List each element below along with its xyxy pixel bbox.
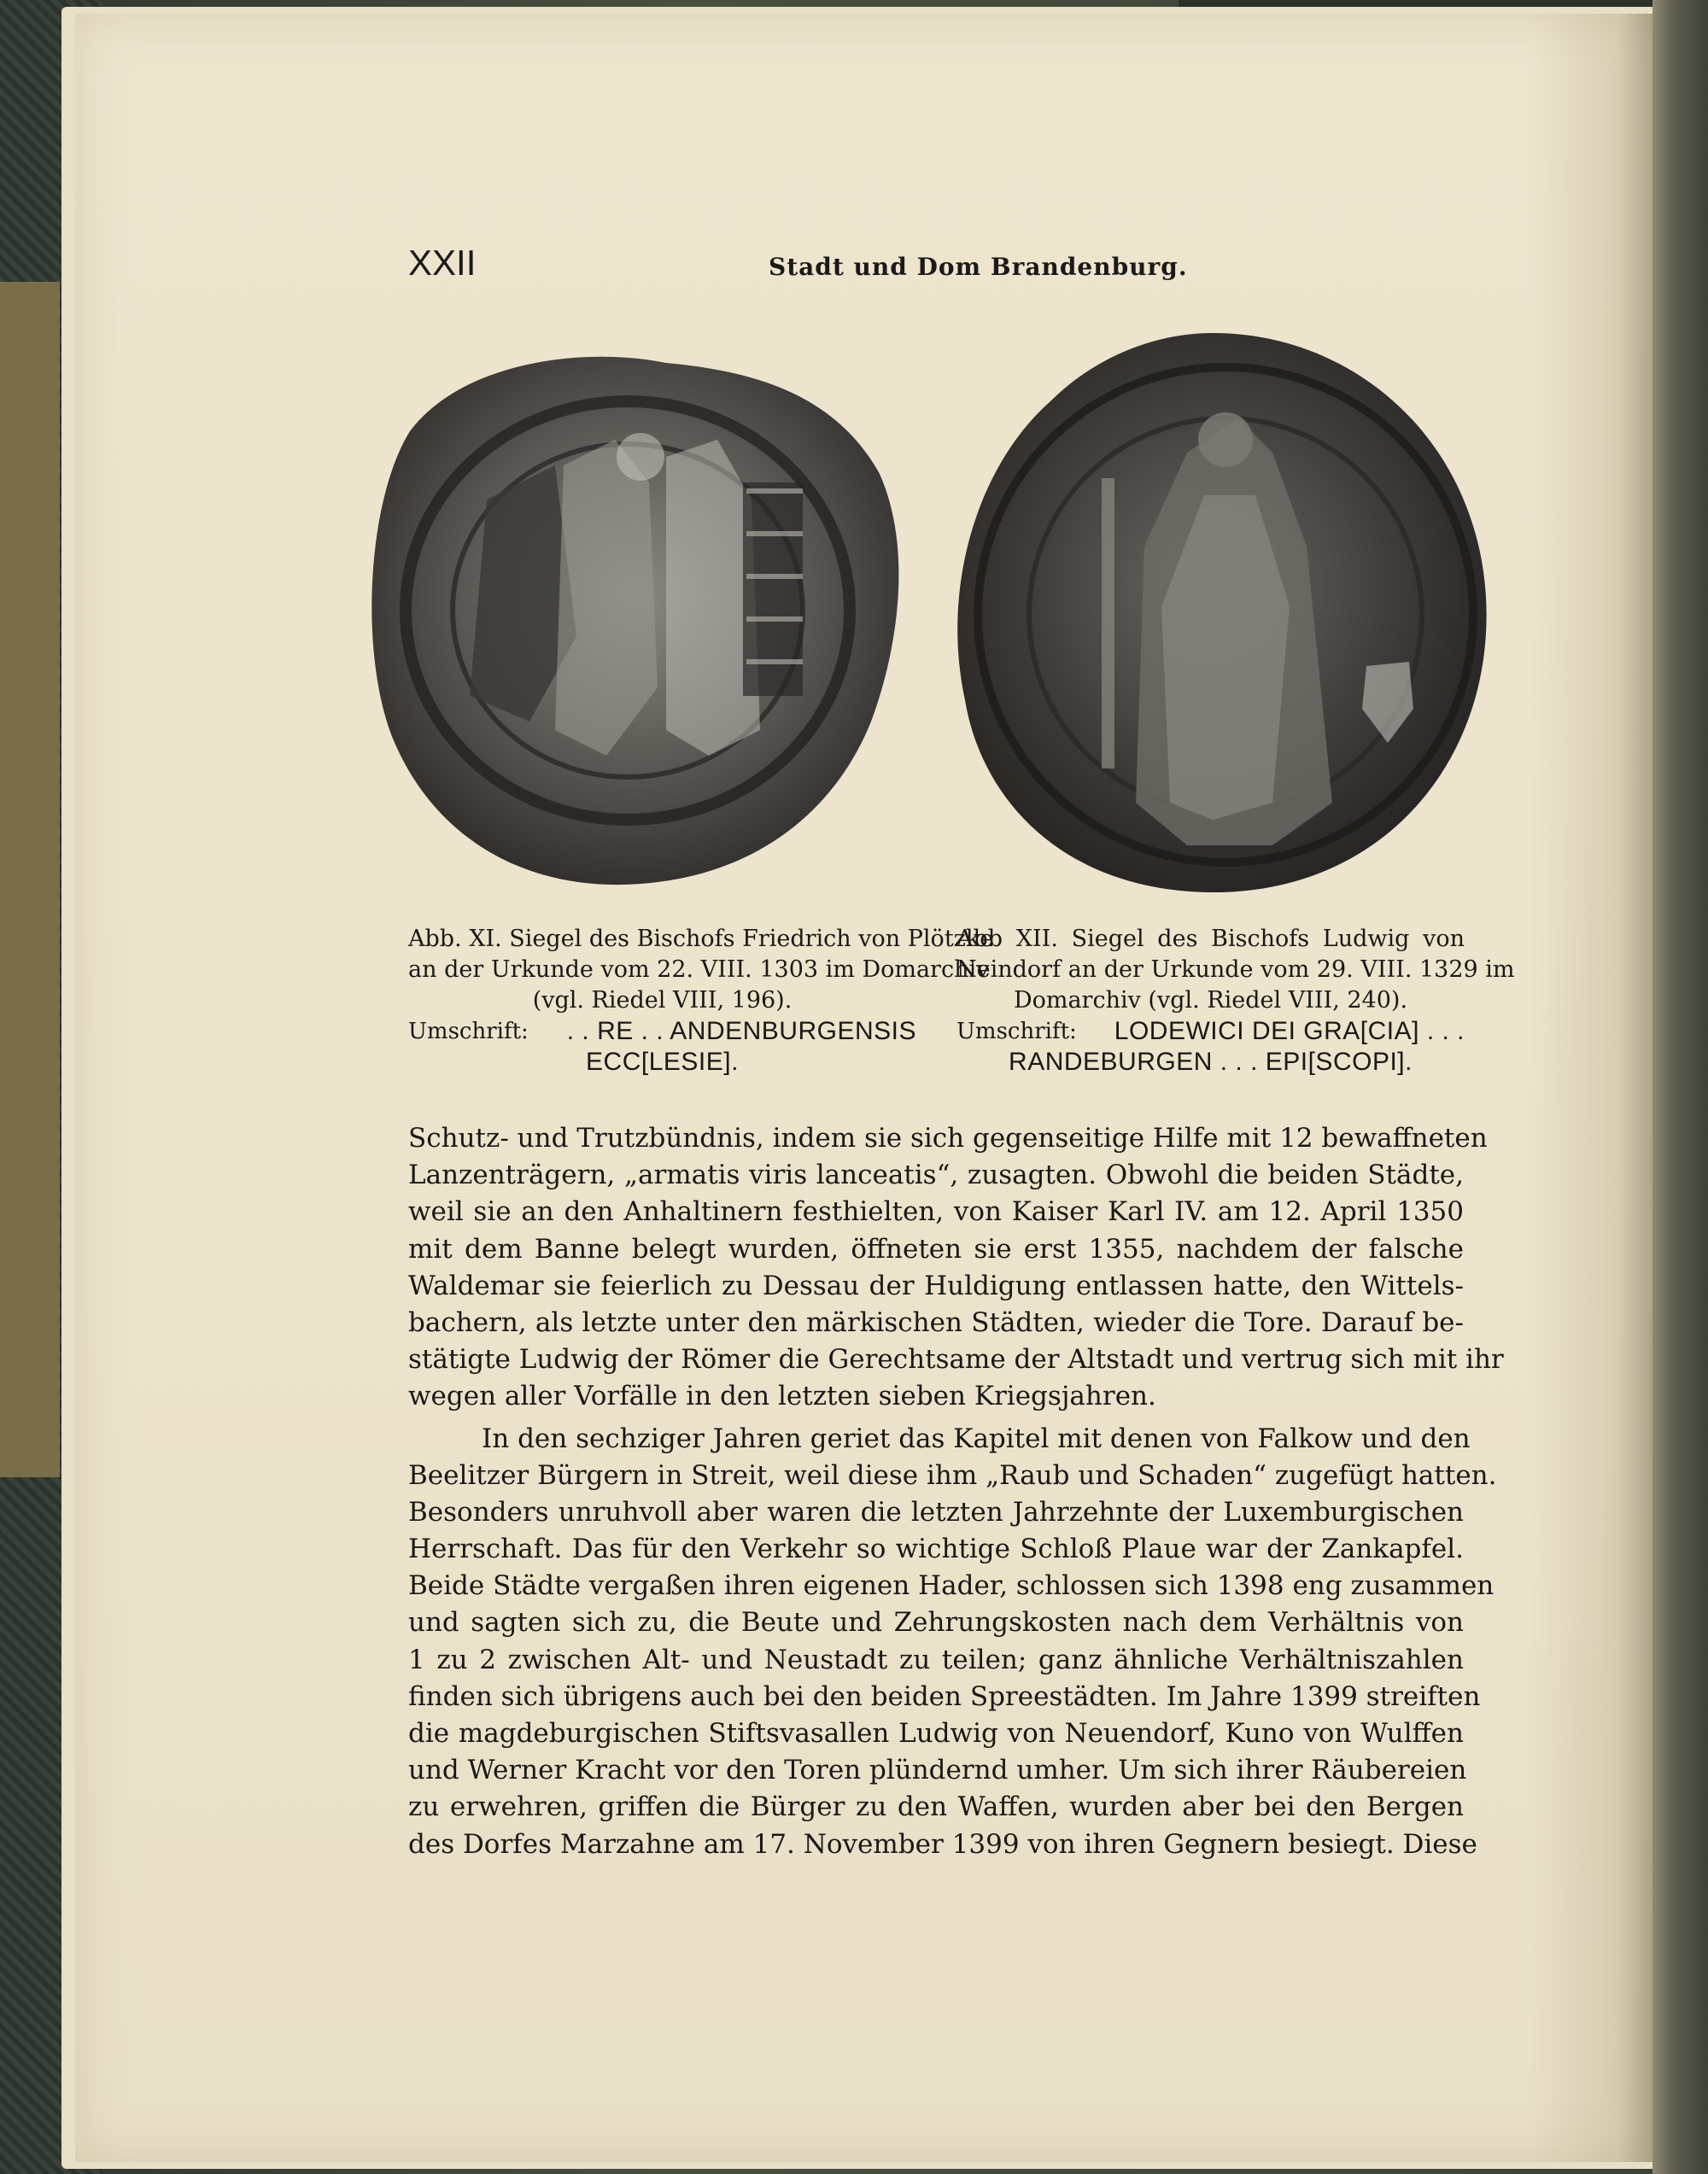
body-line: und sagten sich zu, die Beute und Zehrungskosten nach dem Verhältnis von [408, 1607, 1464, 1639]
body-line: In den sechziger Jahren geriet das Kapitel mit denen von Falkow und den [482, 1423, 1471, 1454]
body-line: stätigte Ludwig der Römer die Gerechtsame der Altstadt und vertrug sich mit ihr [408, 1344, 1504, 1376]
inscription-text: LODEWICI DEI GRA[CIA] . . . [1114, 1017, 1465, 1045]
caption-line: an der Urkunde vom 22. VIII. 1303 im Domarchiv [408, 956, 990, 983]
caption-line: Neindorf an der Urkunde vom 29. VIII. 1329 im [956, 956, 1515, 983]
inscription-text: . . RE . . ANDENBURGENSIS [566, 1017, 916, 1045]
inscription-label: Umschrift: [956, 1019, 1077, 1044]
body-line: Beide Städte vergaßen ihren eigenen Hader, schlossen sich 1398 eng zusammen [408, 1570, 1494, 1602]
caption-line: (vgl. Riedel VIII, 196). [532, 987, 793, 1014]
seal-image-bishop-friedrich [359, 329, 905, 892]
page-number: XXII [408, 243, 477, 283]
figure-caption-xii [956, 924, 1515, 1078]
figure-caption-xi [408, 924, 994, 1078]
seal-image-bishop-ludwig [931, 324, 1494, 897]
body-line: Lanzenträgern, „armatis viris lanceatis“, zusagten. Obwohl die beiden Städte, [408, 1160, 1464, 1191]
body-line: Herrschaft. Das für den Verkehr so wichtige Schloß Plaue war der Zankapfel. [408, 1534, 1464, 1565]
body-line: und Werner Kracht vor den Toren plündernd umher. Um sich ihrer Räubereien [408, 1755, 1467, 1786]
caption-line: Abb. XI. Siegel des Bischofs Friedrich von Plötzke [408, 926, 994, 952]
inscription-row [408, 1016, 916, 1047]
body-line: mit dem Banne belegt wurden, öffneten sie erst 1355, nachdem der falsche [408, 1233, 1464, 1265]
inscription-text: RANDEBURGEN . . . EPI[SCOPI]. [1009, 1048, 1413, 1076]
body-text [408, 1120, 1504, 1863]
body-line: des Dorfes Marzahne am 17. November 1399 von ihren Gegnern besiegt. Diese [408, 1828, 1477, 1860]
body-line: Beelitzer Bürgern in Streit, weil diese ihm „Raub und Schaden“ zugefügt hatten. [408, 1459, 1497, 1491]
body-line: zu erwehren, griffen die Bürger zu den Waffen, wurden aber bei den Bergen [408, 1791, 1464, 1823]
body-line: Waldemar sie feierlich zu Dessau der Huldigung entlassen hatte, den Wittels- [408, 1270, 1464, 1301]
page-edge [1652, 0, 1708, 2174]
body-line: finden sich übrigens auch bei den beiden Spreestädten. Im Jahre 1399 streiften [408, 1680, 1481, 1712]
running-title: Stadt und Dom Brandenburg. [769, 253, 1188, 281]
body-line: Besonders unruhvoll aber waren die letzten Jahrzehnte der Luxemburgischen [408, 1496, 1464, 1528]
inscription-text: ECC[LESIE]. [586, 1048, 739, 1076]
body-line: bachern, als letzte unter den märkischen Städten, wieder die Tore. Darauf be- [408, 1306, 1464, 1338]
inscription-row [956, 1016, 1465, 1047]
body-line: 1 zu 2 zwischen Alt- und Neustadt zu teilen; ganz ähnliche Verhältniszahlen [408, 1644, 1464, 1675]
spine-shadow [1529, 14, 1657, 2162]
cover-leather-strip [0, 282, 60, 1477]
caption-line: Domarchiv (vgl. Riedel VIII, 240). [1013, 987, 1408, 1014]
caption-line: Abb XII. Siegel des Bischofs Ludwig von [956, 926, 1465, 952]
body-line: weil sie an den Anhaltinern festhielten, von Kaiser Karl IV. am 12. April 1350 [408, 1196, 1464, 1228]
inscription-label: Umschrift: [408, 1019, 529, 1044]
body-line: Schutz- und Trutzbündnis, indem sie sich gegenseitige Hilfe mit 12 bewaffneten [408, 1123, 1488, 1154]
body-line: wegen aller Vorfälle in den letzten sieben Kriegsjahren. [408, 1381, 1156, 1412]
body-line: die magdeburgischen Stiftsvasallen Ludwig von Neuendorf, Kuno von Wulffen [408, 1718, 1464, 1749]
